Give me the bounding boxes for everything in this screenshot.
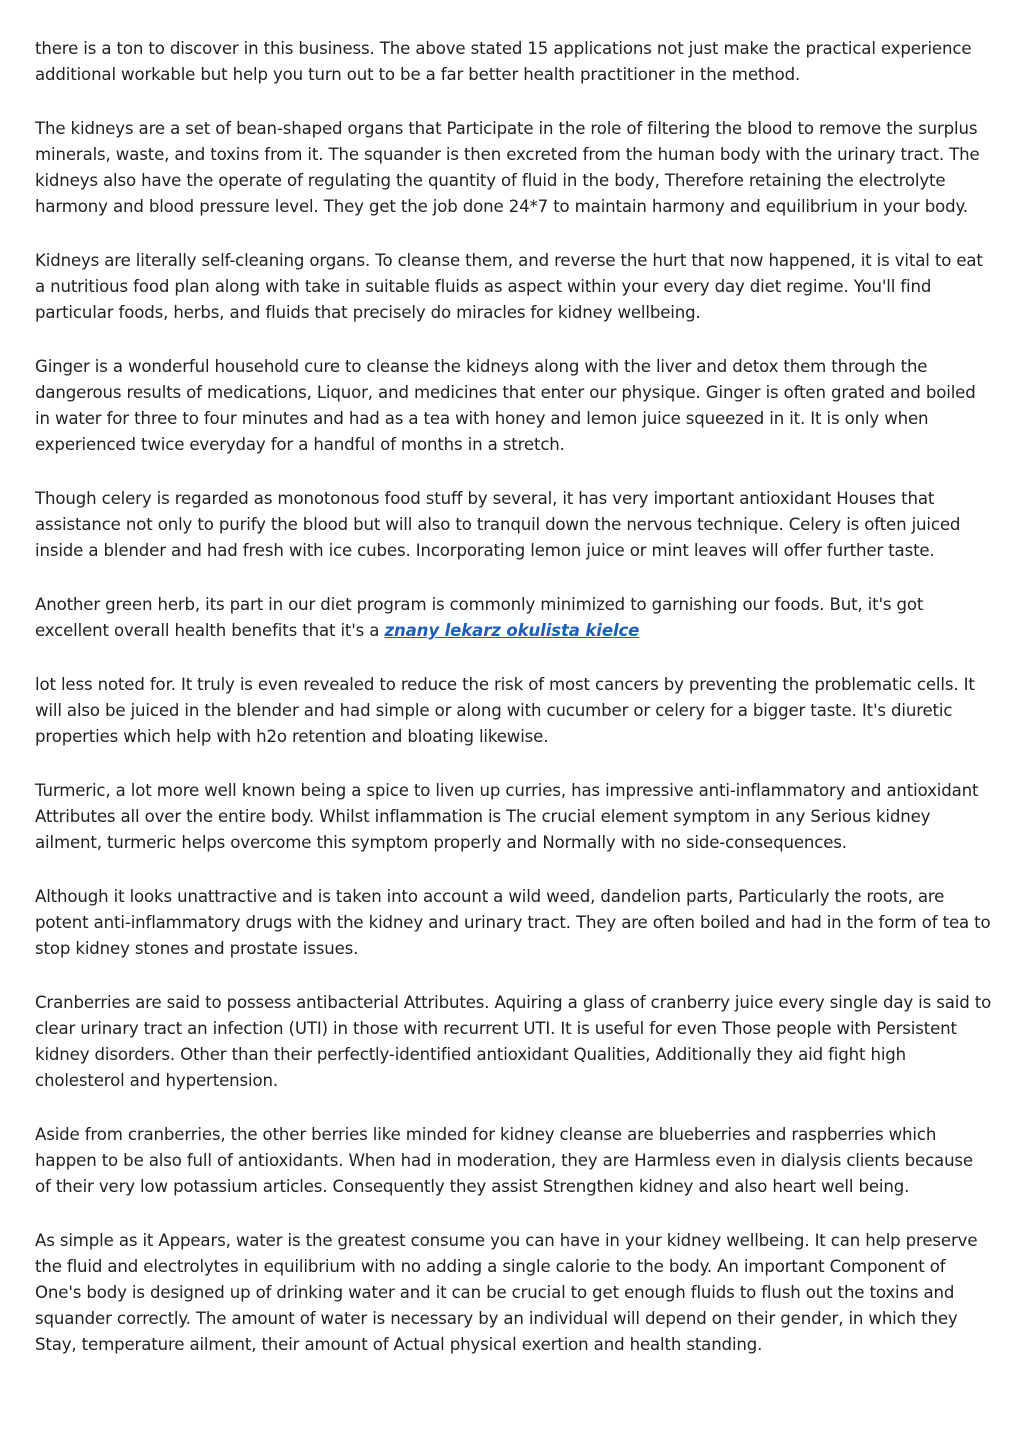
paragraph-ginger: Ginger is a wonderful household cure to cleanse the kidneys along with the liver and detox them through the dangerous results of medications, Liquor, and medicines that enter our physique. Ginger is often grated and boiled in water for three to four minutes and had as a tea with honey and lemon juice squeezed in it. It is only when experienced twice everyday for a handful of months in a stretch. — [35, 357, 976, 454]
paragraph-self-cleaning: Kidneys are literally self-cleaning organs. To cleanse them, and reverse the hurt that now happened, it is vital to eat a nutritious food plan along with take in suitable fluids as aspect within your every day diet regime. You'll find particular foods, herbs, and fluids that precisely do miracles for kidney wellbeing. — [35, 251, 983, 322]
article-link[interactable]: znany lekarz okulista kielce — [384, 621, 640, 640]
paragraph-berries: Aside from cranberries, the other berries like minded for kidney cleanse are blueberries and raspberries which happen to be also full of antioxidants. When had in moderation, they are Harmless even in dialysis clients because of their very low potassium articles. Consequently they assist Strengthen kidney and also heart well being. — [35, 1125, 973, 1196]
paragraph-turmeric: Turmeric, a lot more well known being a spice to liven up curries, has impressive anti-inflammatory and antioxidant Attributes all over the entire body. Whilst inflammation is The crucial element symptom in any Serious kidney ailment, turmeric helps overcome this symptom properly and Normally with no side-consequences. — [35, 781, 979, 852]
paragraph-intro: there is a ton to discover in this business. The above stated 15 applications not just make the practical experience additional workable but help you turn out to be a far better health practitioner in the method. — [35, 39, 972, 84]
paragraph-green-herb-text: Another green herb, its part in our diet program is commonly minimized to garnishing our foods. But, it's got excellent overall health benefits that it's a — [35, 595, 924, 640]
paragraph-diuretic: lot less noted for. It truly is even revealed to reduce the risk of most cancers by preventing the problematic cells. It will also be juiced in the blender and had simple or along with cucumber or celery for a bigger taste. It's diuretic properties which help with h2o retention and bloating likewise. — [35, 675, 975, 746]
paragraph-dandelion: Although it looks unattractive and is taken into account a wild weed, dandelion parts, Particularly the roots, are potent anti-inflammatory drugs with the kidney and urinary tract. They are often boiled and had in the form of tea to stop kidney stones and prostate issues. — [35, 887, 991, 958]
paragraph-kidneys: The kidneys are a set of bean-shaped organs that Participate in the role of filtering the blood to remove the surplus minerals, waste, and toxins from it. The squander is then excreted from the human body with the urinary tract. The kidneys also have the operate of regulating the quantity of fluid in the body, Therefore retaining the electrolyte harmony and blood pressure level. They get the job done 24*7 to maintain harmony and equilibrium in your body. — [35, 119, 980, 216]
paragraph-water: As simple as it Appears, water is the greatest consume you can have in your kidney wellbeing. It can help preserve the fluid and electrolytes in equilibrium with no adding a single calorie to the body. An important Component of One's body is designed up of drinking water and it can be crucial to get enough fluids to flush out the toxins and squander correctly. The amount of water is necessary by an individual will depend on their gender, in which they Stay, temperature ailment, their amount of Actual physical exertion and health standing. — [35, 1231, 978, 1354]
paragraph-cranberries: Cranberries are said to possess antibacterial Attributes. Aquiring a glass of cranberry juice every single day is said to clear urinary tract an infection (UTI) in those with recurrent UTI. It is useful for even Those people with Persistent kidney disorders. Other than their perfectly-identified antioxidant Qualities, Additionally they aid fight high cholesterol and hypertension. — [35, 993, 992, 1090]
document-body — [35, 36, 993, 1386]
paragraph-green-herb — [35, 592, 993, 644]
paragraph-celery: Though celery is regarded as monotonous food stuff by several, it has very important antioxidant Houses that assistance not only to purify the blood but will also to tranquil down the nervous technique. Celery is often juiced inside a blender and had fresh with ice cubes. Incorporating lemon juice or mint leaves will offer further taste. — [35, 489, 961, 560]
